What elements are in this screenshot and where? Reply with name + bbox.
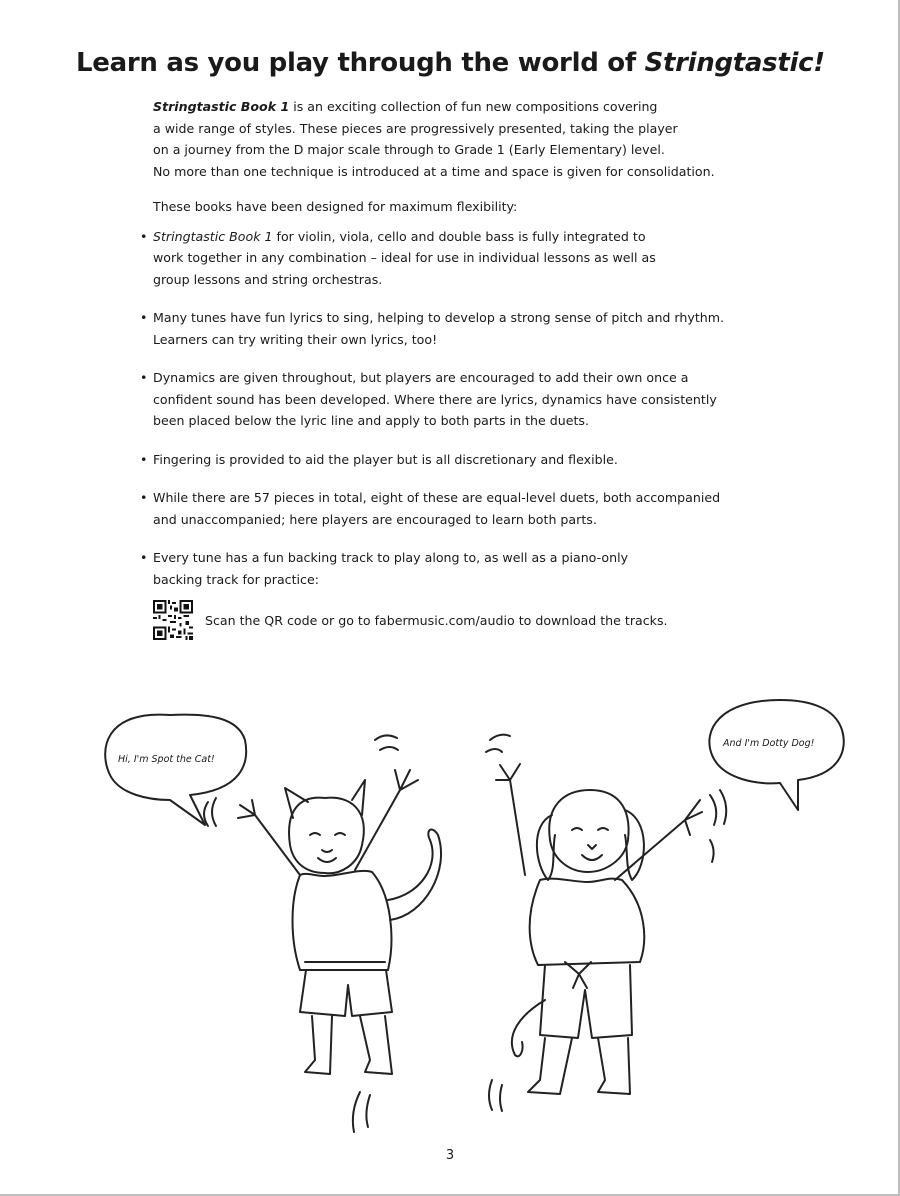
qr-instructions: Scan the QR code or go to fabermusic.com/audio to download the tracks. [205, 612, 668, 628]
b2-line-2: Learners can try writing their own lyrics, too! [153, 331, 438, 347]
b6-line-1: • Every tune has a fun backing track to play along to, as well as a piano-only [153, 550, 629, 565]
b3-line-3: been placed below the lyric line and apply to both parts in the duets. [153, 413, 589, 428]
b1-line-3: group lessons and string orchestras. [153, 271, 383, 287]
body-text [153, 96, 753, 607]
dog-speech-bubble [709, 700, 843, 810]
b5-line-1: • While there are 57 pieces in total, eight of these are equal-level duets, both accompanied [153, 490, 721, 505]
b2-line-1: • Many tunes have fun lyrics to sing, helping to develop a strong sense of pitch and rhythm. [153, 310, 725, 325]
title-prefix: Learn as you play through the world of [76, 48, 645, 78]
cat-illustration [204, 735, 441, 1132]
list-item [153, 487, 753, 530]
intro-line-3: on a journey from the D major scale through to Grade 1 (Early Elementary) level. [153, 142, 665, 157]
intro-line-1 [153, 96, 753, 118]
dog-illustration [486, 735, 726, 1111]
intro-paragraph [153, 96, 753, 182]
list-item [153, 547, 753, 590]
flexibility-lead: These books have been designed for maximum flexibility: [153, 199, 518, 214]
list-item [153, 307, 753, 350]
feature-list [153, 226, 753, 591]
list-item [153, 449, 753, 471]
intro-line-4: No more than one technique is introduced at a time and space is given for consolidation. [153, 163, 715, 179]
page-number: 3 [445, 1148, 455, 1163]
title-italic: Stringtastic! [644, 48, 825, 78]
b1-line-2: work together in any combination – ideal for use in individual lessons as well as [153, 250, 656, 265]
cat-speech-bubble [105, 715, 246, 825]
b4-line-1: • Fingering is provided to aid the player but is all discretionary and flexible. [153, 451, 618, 467]
book-title-italic: Stringtastic Book 1 [153, 228, 273, 244]
intro-line-1-rest: is an exciting collection of fun new compositions covering [289, 99, 658, 114]
b3-line-1: • Dynamics are given throughout, but players are encouraged to add their own once a [153, 370, 689, 385]
cat-speech-text: Hi, I'm Spot the Cat! [118, 754, 215, 765]
dog-speech-text: And I'm Dotty Dog! [723, 738, 815, 749]
list-item [153, 226, 753, 291]
book-title: Stringtastic Book 1 [153, 99, 290, 114]
qr-code-icon[interactable] [153, 600, 193, 640]
qr-row [153, 600, 668, 640]
page-title [76, 48, 825, 78]
intro-line-2: a wide range of styles. These pieces are progressively presented, taking the player [153, 120, 678, 136]
b3-line-2: confident sound has been developed. Where there are lyrics, dynamics have consistently [153, 391, 717, 407]
b1-line-1: for violin, viola, cello and double bass is fully integrated to [272, 228, 646, 244]
characters-illustration [0, 640, 898, 1140]
b6-line-2: backing track for practice: [153, 571, 319, 587]
b5-line-2: and unaccompanied; here players are encouraged to learn both parts. [153, 511, 597, 527]
list-item [153, 367, 753, 432]
